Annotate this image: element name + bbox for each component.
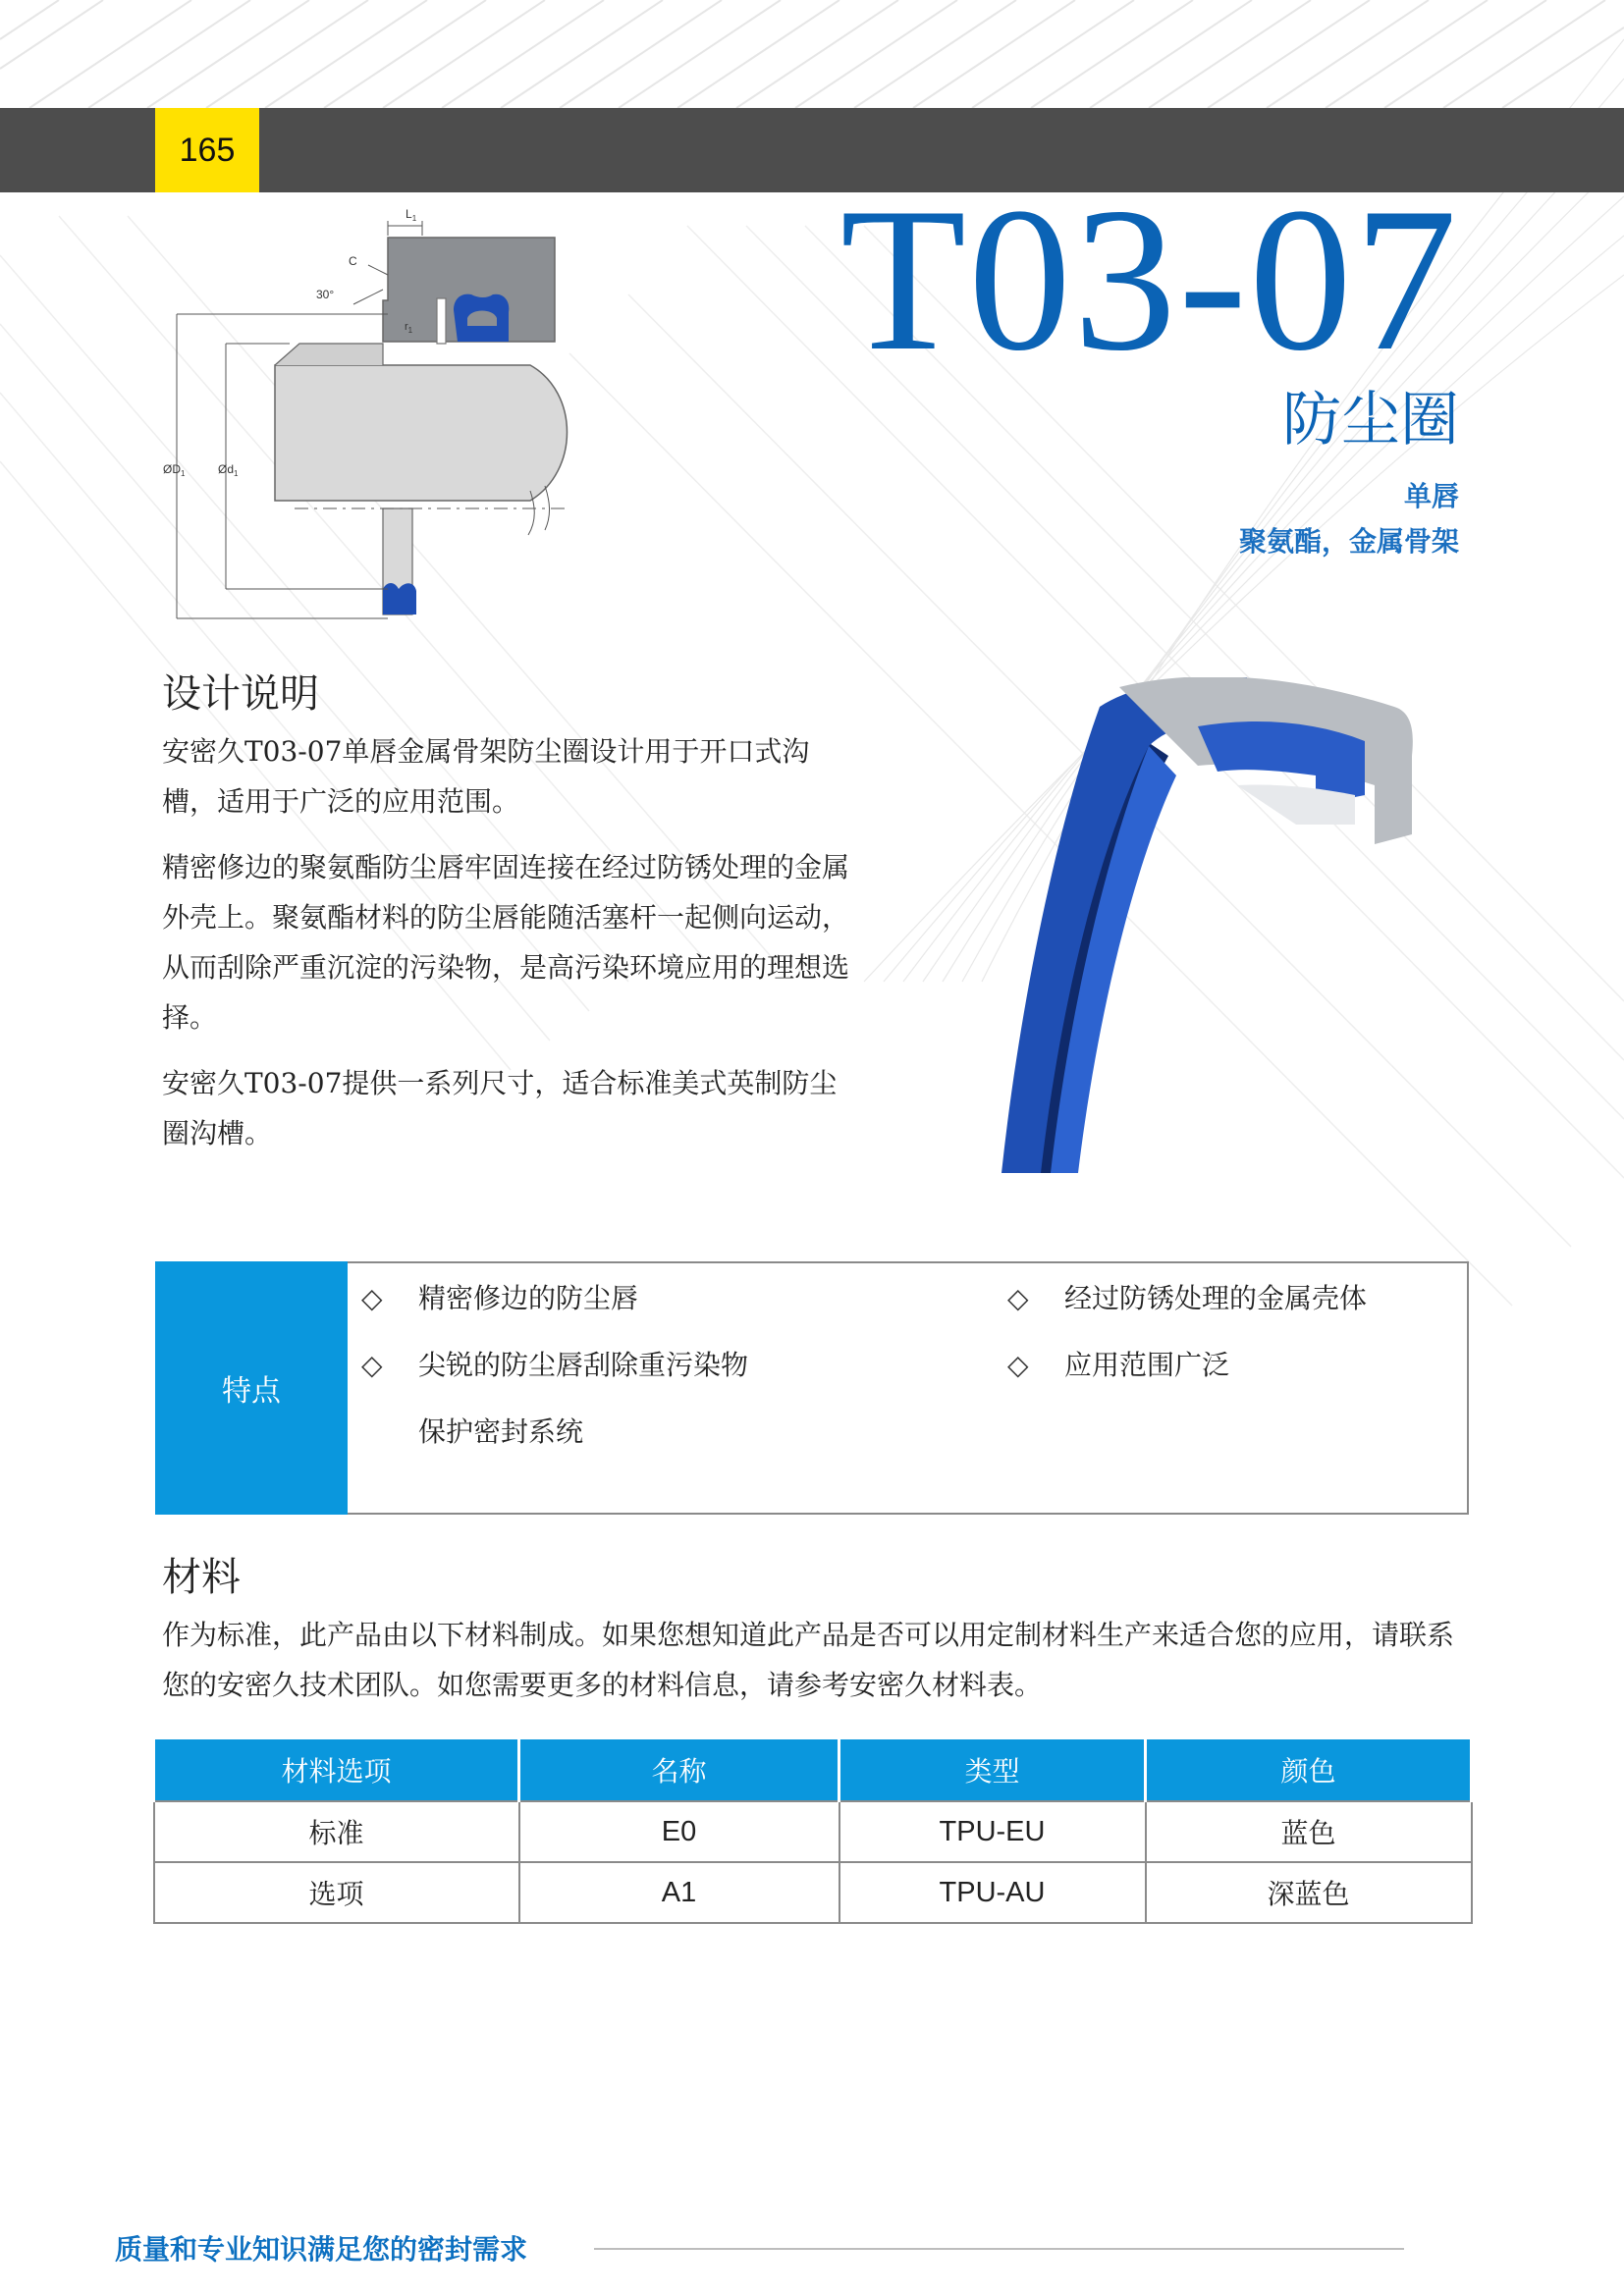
label-d1-inner: $Ød_1$ [218, 462, 239, 478]
table-header-row [154, 1739, 1472, 1801]
feature-text: 精密修边的防尘唇 [418, 1282, 639, 1314]
product-type: 防尘圈 [1282, 386, 1459, 454]
label-l1: $L_1$ [406, 207, 417, 223]
diamond-icon: ◇ [1007, 1282, 1029, 1314]
table-cell: 蓝色 [1146, 1801, 1472, 1862]
column-header: 材料选项 [154, 1739, 519, 1801]
diamond-icon: ◇ [361, 1282, 383, 1314]
materials-description: 作为标准，此产品由以下材料制成。如果您想知道此产品是否可以用定制材料生产来适合您的应用，请联系您的安密久技术团队。如您需要更多的材料信息，请参考安密久材料表。 [162, 1619, 1455, 1701]
feature-text: 应用范围广泛 [1064, 1349, 1230, 1381]
feature-item [361, 1344, 748, 1383]
feature-item [1007, 1277, 1367, 1316]
column-header: 类型 [839, 1739, 1146, 1801]
table-cell: 标准 [154, 1801, 519, 1862]
shaft [275, 365, 568, 501]
table-cell: A1 [519, 1862, 839, 1923]
design-paragraph: 精密修边的聚氨酯防尘唇牢固连接在经过防锈处理的金属外壳上。聚氨酯材料的防尘唇能随活塞杆一起侧向运动，从而刮除严重沉淀的污染物，是高污染环境应用的理想选择。 [162, 851, 850, 1034]
materials-table [152, 1739, 1473, 1924]
table-cell: 选项 [154, 1862, 519, 1923]
table-cell: 深蓝色 [1146, 1862, 1472, 1923]
label-r1: $r_1$ [405, 321, 413, 335]
metal-case-top [437, 298, 446, 344]
footer-divider [594, 2248, 1404, 2250]
feature-text: 保护密封系统 [418, 1415, 584, 1448]
seal-bottom [383, 583, 416, 614]
feature-text: 尖锐的防尘唇刮除重污染物 [418, 1349, 749, 1381]
table-cell: TPU-AU [839, 1862, 1146, 1923]
column-header: 名称 [519, 1739, 839, 1801]
design-description [162, 726, 849, 1174]
seal-render-image [1001, 677, 1424, 1178]
feature-text: 经过防锈处理的金属壳体 [1064, 1282, 1368, 1314]
technical-drawing [147, 196, 619, 638]
table-row [154, 1862, 1472, 1923]
page-number: 165 [155, 108, 259, 192]
design-section-title: 设计说明 [162, 671, 319, 717]
design-paragraph: 安密久T03-07提供一系列尺寸，适合标准美式英制防尘圈沟槽。 [162, 1067, 838, 1149]
design-paragraph: 安密久T03-07单唇金属骨架防尘圈设计用于开口式沟槽，适用于广泛的应用范围。 [162, 735, 810, 818]
label-angle: 30° [316, 288, 335, 301]
features-label: 特点 [155, 1261, 348, 1515]
table-cell: E0 [519, 1801, 839, 1862]
table-cell: TPU-EU [839, 1801, 1146, 1862]
shaft-chamfer [275, 344, 383, 365]
features-box [155, 1261, 1469, 1515]
diamond-icon: ◇ [1007, 1349, 1029, 1381]
feature-item [361, 1277, 638, 1316]
subtitle-lip: 单唇 [1403, 480, 1459, 512]
label-c: C [349, 254, 357, 268]
materials-section-title: 材料 [162, 1555, 241, 1600]
feature-item [1007, 1344, 1229, 1383]
label-d1-outer: $ØD_1$ [163, 462, 186, 478]
product-code: T03-07 [839, 166, 1459, 394]
column-header: 颜色 [1146, 1739, 1472, 1801]
table-row [154, 1801, 1472, 1862]
diamond-icon: ◇ [361, 1349, 383, 1381]
feature-item [418, 1411, 583, 1450]
subtitle-material: 聚氨酯，金属骨架 [1238, 525, 1459, 558]
footer-slogan: 质量和专业知识满足您的密封需求 [115, 2233, 528, 2266]
